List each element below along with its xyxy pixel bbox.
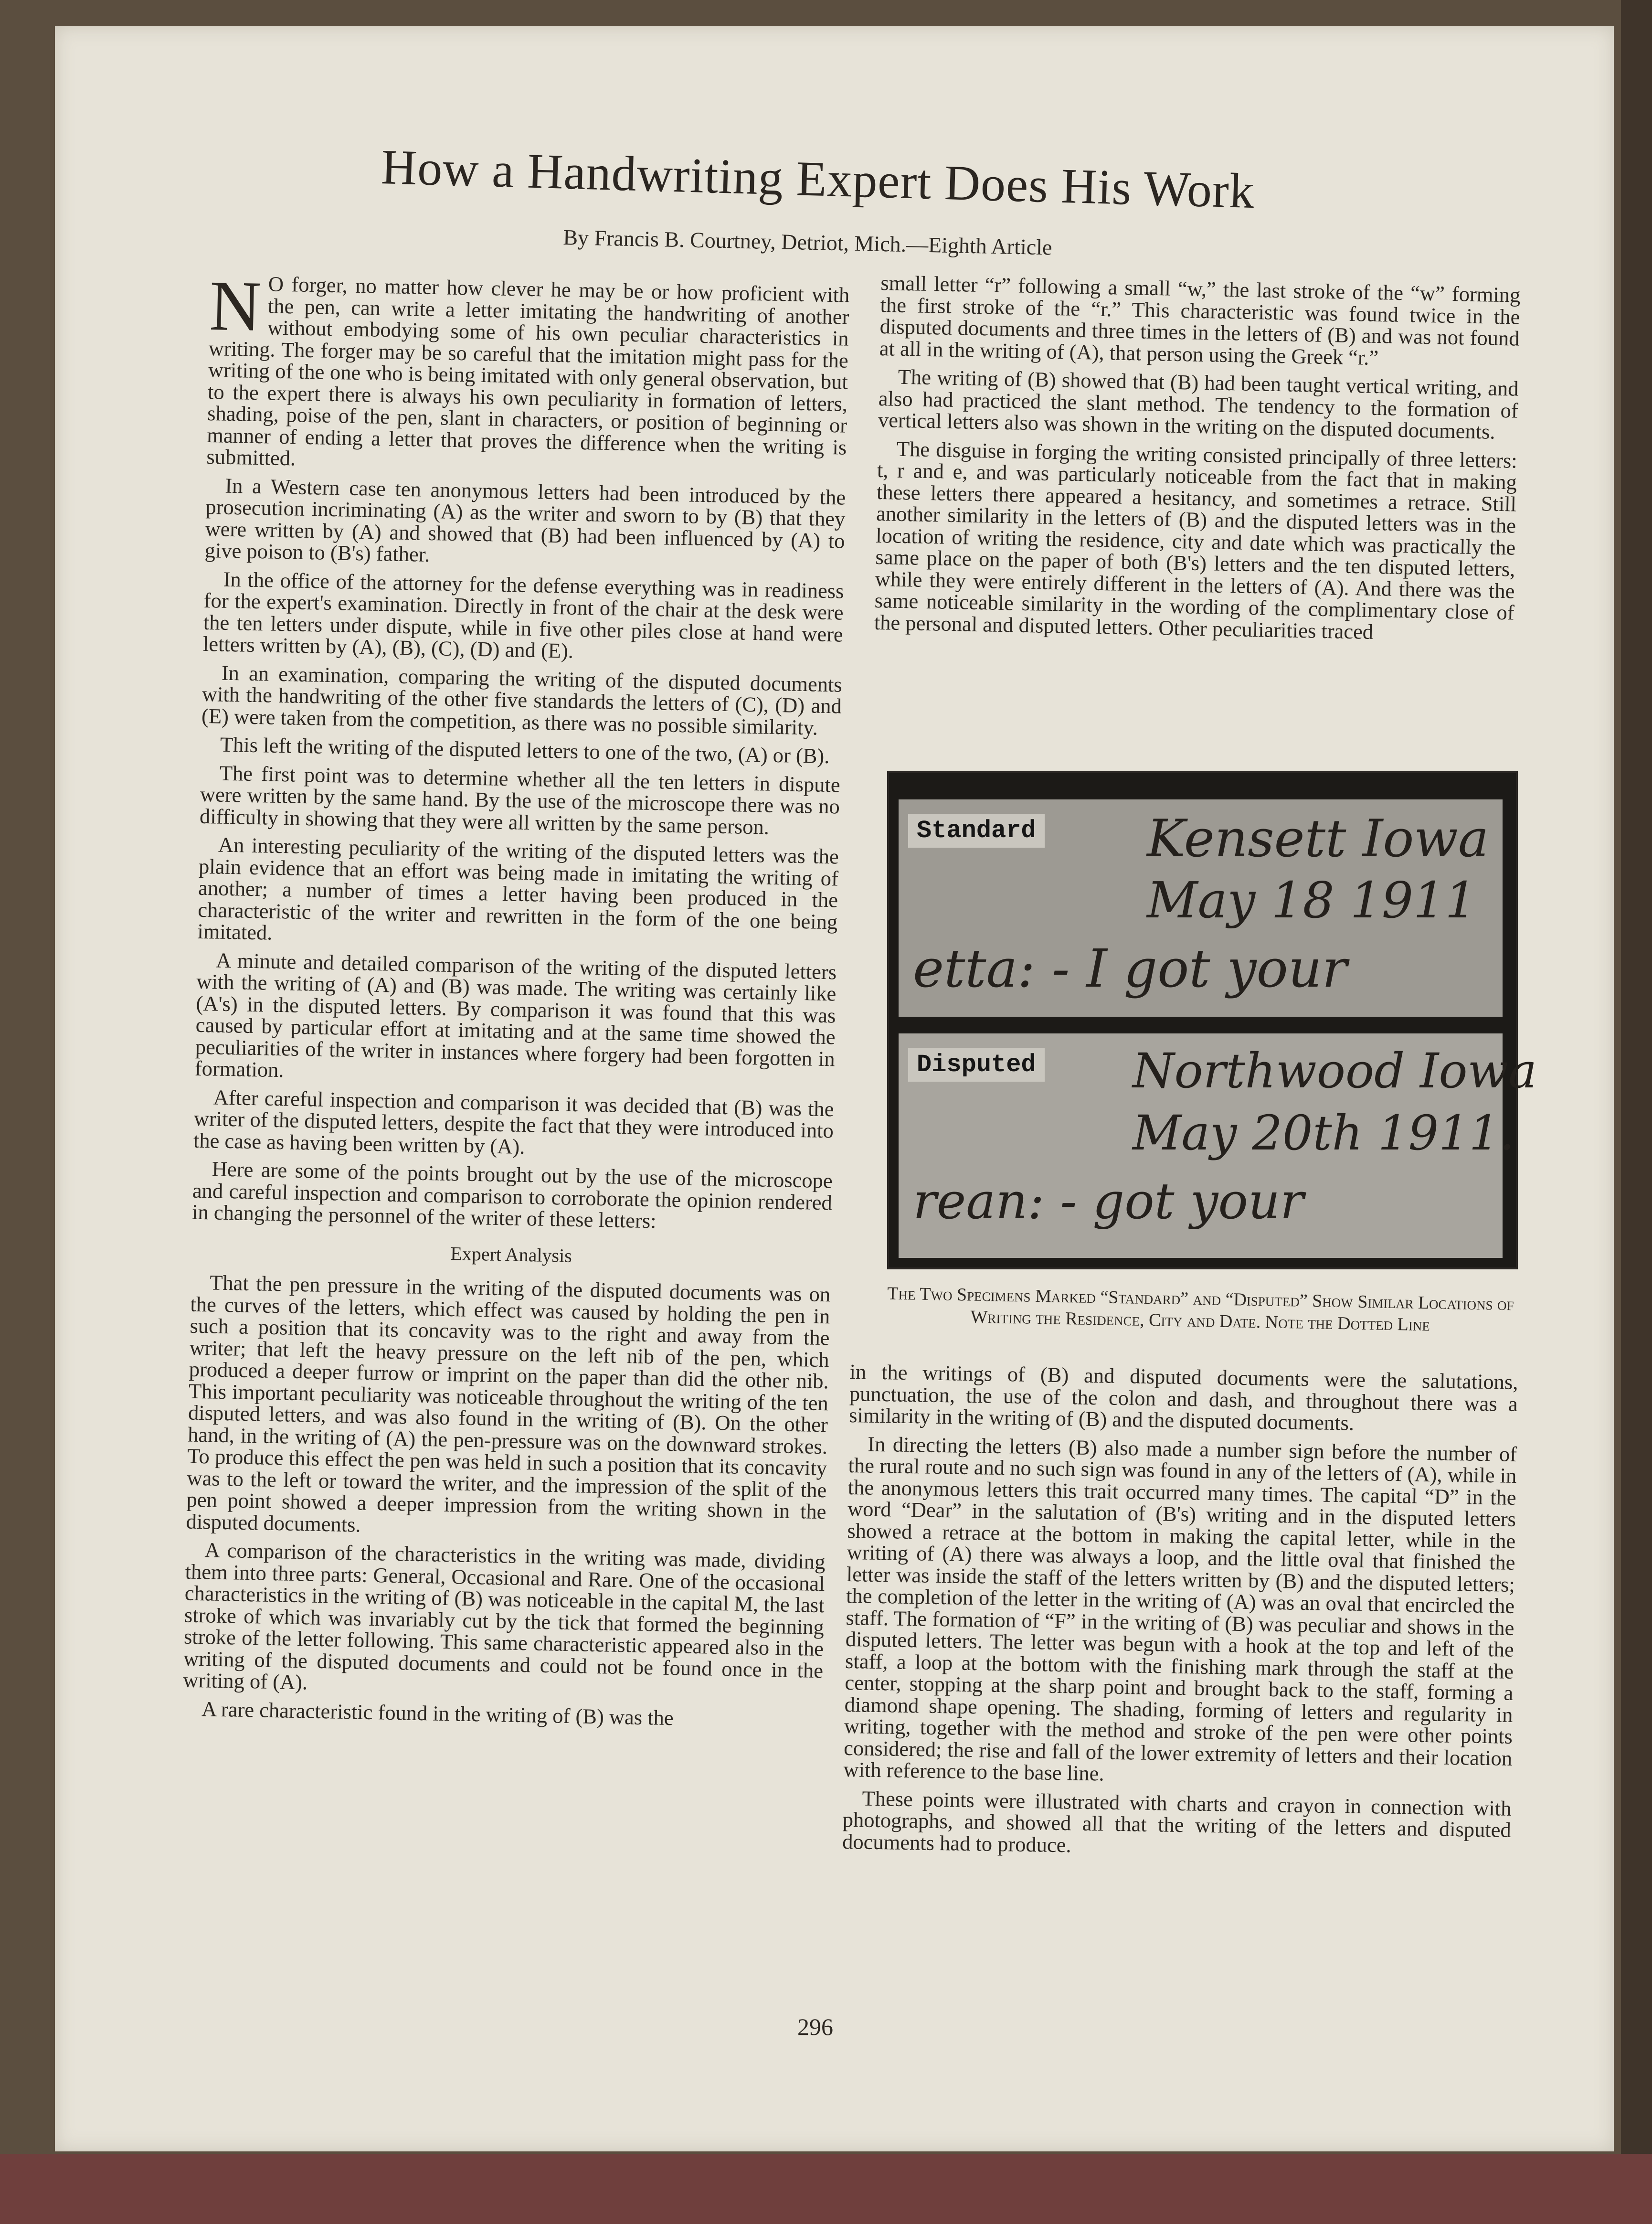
disputed-label: Disputed [908,1048,1045,1082]
scan-edge-right [1621,0,1652,2224]
paragraph: The writing of (B) showed that (B) had been taught vertical writing, and also had practiced the slant method. The tendency to the formation of vertical letters also was shown in the writing on the disputed documents. [878,364,1519,444]
handwriting-line: Northwood Iowa [1133,1043,1537,1099]
figure-caption: The Two Specimens Marked “Standard” and “Disputed” Show Similar Locations of Writing the Residence, City and Date. Note the Dotted Line [887,1283,1514,1335]
handwriting-line: rean: - got your [913,1172,1304,1230]
left-column [182,266,850,1738]
right-column-bottom [842,1361,1518,1870]
handwriting-line: May 20th 1911. [1133,1105,1515,1161]
paragraph: Here are some of the points brought out by the use of the microscope and careful inspection and comparison to corroborate the opinion rendered in changing the personnel of the writer of these letters: [191,1157,833,1233]
paragraph: In the office of the attorney for the defense everything was in readiness for the expert's examination. Directly in front of the chair at the desk were the ten letters under dispute, while in five other piles close at hand were letters written by (A), (B), (C), (D) and (E). [202,567,844,663]
disputed-specimen-panel [899,1033,1537,1258]
article-byline: By Francis B. Courtney, Detriot, Mich.—Eighth Article [562,224,1052,260]
handwriting-specimen-photo [887,771,1537,1269]
paragraph: A rare characteristic found in the writing of (B) was the [201,1696,674,1730]
paragraph: In a Western case ten anonymous letters had been introduced by the prosecution incriminating (A) as the writer and sworn to by (B) that they were written by (A) and showed that (B) had been influenced by (A) to give poison to (B's) father. [204,473,846,566]
paragraph-1: N O forger, no matter how clever he may be or how proficient with the pen, can write a letter imitating the handwriting of another without embodying some of his own peculiar characteristics in writing. The forger may be so careful that the imitation might pass for the writing of the one who is being imitated with only general observation, but to the expert there is always his own peculiarity in formation of letters, shading, poise of the pen, slant in characters, or position of beginning or manner of ending a letter that proves the difference when the writing is submitted. [206,266,850,470]
scan-edge-bottom [0,2154,1652,2224]
paragraph: In directing the letters (B) also made a number sign before the number of the rural route and no such sign was found in any of the letters of (A), while in the anonymous letters this trait occurred many times. The capital “D” in the word “Dear” in the salutation of (B's) writing and in the disputed letters showed a retrace at the bottom in making the capital letter, while in the writing of (A) there was always a loop, and the little oval that finished the letter was inside the staff of the letters written by (B) and the disputed letters; the completion of the letter in the writing of (A) was an oval that encircled the staff. The formation of “F” in the writing of (B) was peculiar and shows in the disputed letters. The letter was begun with a hook at the top and left of the staff, a loop at the bottom with the finishing mark through the staff at the center, stopping at the sharp point and brought back to the staff, forming a diamond shape opening. The shading, forming of letters and regularity in writing, together with the method and stroke of the pen were other points considered; the rise and fall of the lower extremity of letters and their location with reference to the base line. [843,1432,1517,1786]
handwriting-line: Kensett Iowa [1147,809,1489,869]
paragraph: in the writings of (B) and disputed documents were the salutations, punctuation, the use of the colon and dash, and throughout there was a similarity in the writing of (B) and the disputed documents. [848,1360,1518,1435]
paragraph: A minute and detailed comparison of the writing of the disputed letters with the writing of (A) and (B) was made. The writing was certainly like (A's) in the disputed letters. By comparison it was found that this was caused by particular effort at imitating and at the same time showed the peculiarities of the writer in instances where forgery had been forgotten in formation. [194,948,837,1082]
paragraph: In an examination, comparing the writing of the disputed documents with the handwriting of the other five standards the letters of (C), (D) and (E) were taken from the competition, as there was no possible similarity. [201,660,843,740]
drop-cap: N [209,266,262,347]
paragraph: small letter “r” following a small “w,” the last stroke of the “w” forming the first stroke of the “r.” This characteristic was found twice in the disputed documents and three times in the letters of (B) and was not found at all in the writing of (A), that person using the Greek “r.” [879,271,1521,370]
paragraph: After careful inspection and comparison it was decided that (B) was the writer of the disputed letters, despite the fact that they were introduced into the case as having been written by (A). [193,1085,835,1159]
paragraph: That the pen pressure in the writing of the disputed documents was on the curves of the letters, which effect was caused by holding the pen in such a position that its concavity was to the right and away from the writer; that left the heavy pressure on the left nib of the pen, which produced a deeper furrow or imprint on the paper than did the other nib. This important peculiarity was noticeable throughout the writing of the ten disputed letters, and was also found in the writing of (B). On the other hand, in the writing of (A) the pen-pressure was on the downward strokes. To produce this effect the pen was held in such a position that its concavity was to the left or toward the writer, and the impression of the split of the pen point showed a deeper impression from the writing shown in the disputed documents. [186,1270,831,1537]
paragraph: These points were illustrated with charts and crayon in connection with photographs, and showed all that the writing of the letters and disputed documents had to produce. [842,1786,1512,1857]
paragraph: An interesting peculiarity of the writing of the disputed letters was the plain evidence that an effort was being made in imitating the writing of another; a number of times a letter having been produced in the characteristic of the writer and rewritten in the form of the one being imitated. [197,832,839,945]
paragraph: The disguise in forging the writing consisted principally of three letters: t, r and e, and was particularly noticeable from the fact that in making these letters there appeared a hesitancy, and sometimes a retrace. Still another similarity in the letters of (B) and the disputed letters was in the location of writing the residence, city and date which was practically the same place on the paper of both (B's) letters and the ten disputed letters, while they were entirely different in the letters of (A). And there was the same noticeable similarity in the wording of the complimentary close of the personal and disputed letters. Other peculiarities traced [874,436,1518,644]
section-subhead: Expert Analysis [450,1242,572,1266]
paragraph: A comparison of the characteristics in the writing was made, dividing them into three parts: General, Occasional and Rare. One of the occasional characteristics in the writing of (B) was noticeable in the capital M, the last stroke of which was invariably cut by the tick that formed the beginning stroke of the letter following. This same characteristic appeared also in the writing of the disputed documents and could not be found once in the writing of (A). [182,1538,826,1694]
article-title: How a Handwriting Expert Does His Work [380,139,1256,219]
paragraph: The first point was to determine whether all the ten letters in dispute were written by the same hand. By the use of the microscope there was no difficulty in showing that they were all written by the same person. [199,761,841,839]
handwriting-line: May 18 1911 [1147,871,1477,929]
right-column-top [874,272,1521,652]
paragraph: This left the writing of the disputed letters to one of the two, (A) or (B). [220,732,830,768]
page-number: 296 [797,2013,833,2040]
handwriting-line: etta: - I got your [913,938,1347,999]
standard-specimen-panel [899,799,1503,1017]
standard-label: Standard [908,814,1045,848]
